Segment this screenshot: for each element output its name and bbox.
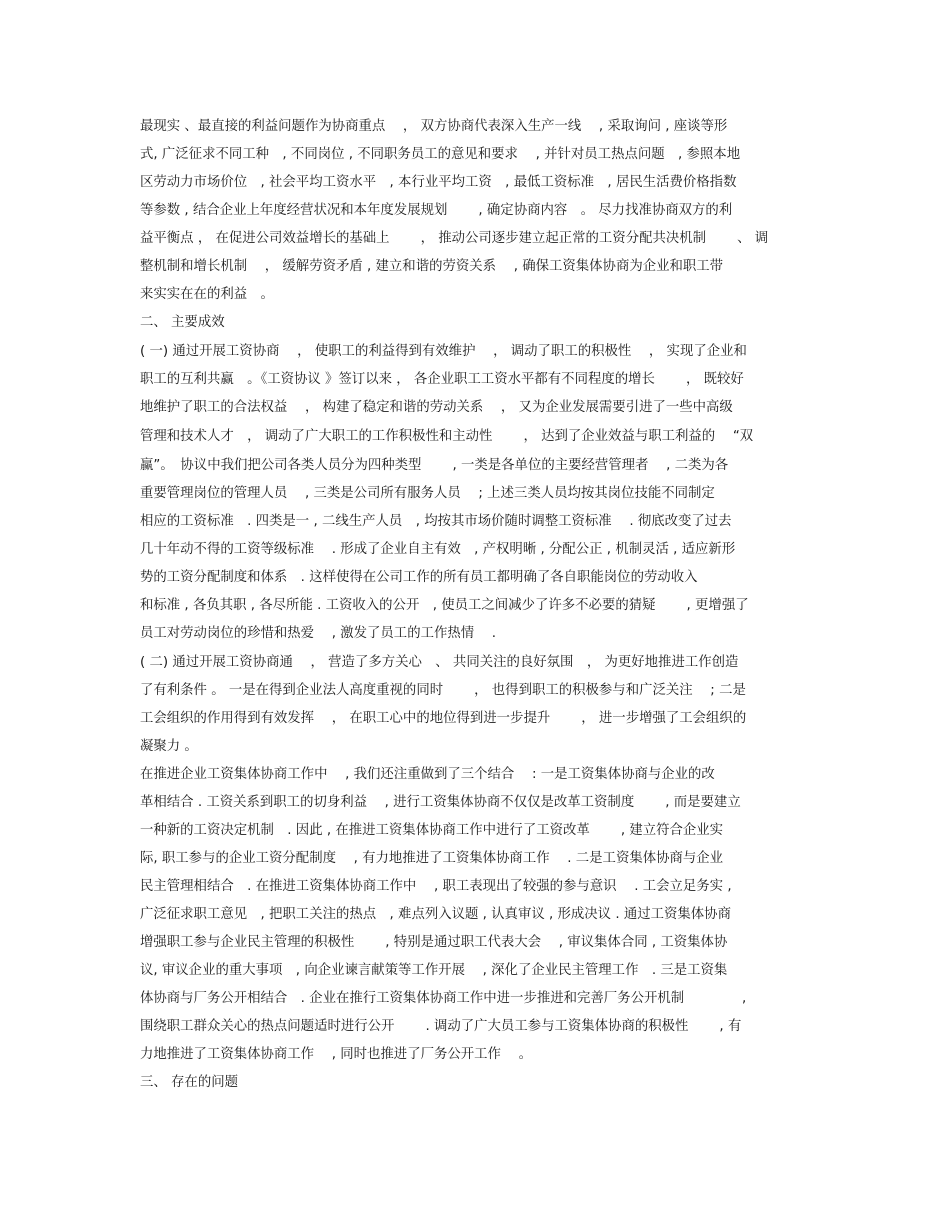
- text-line: 革相结合 . 工资关系到职工的切身利益 , 进行工资集体协商不仅仅是改革工资制度 , 而是要建立: [140, 795, 741, 810]
- text-line: 凝聚力 。: [140, 739, 198, 754]
- text-line: 等参数 , 结合企业上年度经营状况和本年度发展规划 , 确定协商内容 。 尽力找准协商双方的利: [140, 203, 733, 218]
- text-line: 整机制和增长机制 ， 缓解劳资矛盾 , 建立和谐的劳资关系 , 确保工资集体协商为企业和职工带: [140, 259, 724, 274]
- text-line: 几十年动不得的工资等级标准 . 形成了企业自主有效 , 产权明晰 , 分配公正 , 机制灵活 , 适应新形: [140, 542, 736, 557]
- text-line: 际, 职工参与的企业工资分配制度 , 有力地推进了工资集体协商工作 . 二是工资集体协商与企业: [140, 851, 724, 866]
- text-line: 重要管理岗位的管理人员 , 三类是公司所有服务人员 ; 上述三类人员均按其岗位技能不同制定: [140, 486, 715, 501]
- text-line: 职工的互利共赢 。《工资协议 》签订以来 ， 各企业职工工资水平都有不同程度的增长 ， 既较好: [140, 372, 744, 387]
- text-line: 围绕职工群众关心的热点问题适时进行公开 . 调动了广大员工参与工资集体协商的积极性 , 有: [140, 1019, 742, 1034]
- text-line: 管理和技术人才 ， 调动了广大职工的工作积极性和主动性 ， 达到了企业效益与职工利益的 “双: [140, 429, 754, 444]
- text-line: 增强职工参与企业民主管理的积极性 , 特别是通过职工代表大会 , 审议集体合同 , 工资集体协: [140, 935, 728, 950]
- text-line: 和标准 , 各负其职 , 各尽所能 . 工资收入的公开 , 使员工之间减少了许多不必要的猜疑 , 更增强了: [140, 598, 749, 613]
- text-line: 相应的工资标准 . 四类是一 , 二线生产人员 , 均按其市场价随时调整工资标准 . 彻底改变了过去: [140, 514, 732, 529]
- text-line: 民主管理相结合 . 在推进工资集体协商工作中 , 职工表现出了较强的参与意识 . 工会立足务实 ,: [140, 879, 732, 894]
- text-line: 力地推进了工资集体协商工作 , 同时也推进了厂务公开工作 。: [140, 1047, 532, 1062]
- section-heading: 二、 主要成效: [140, 315, 225, 330]
- text-line: 了有利条件 。 一是在得到企业法人高度重视的同时 ， 也得到职工的积极参与和广泛关注 ; 二是: [140, 683, 746, 698]
- text-line: 体协商与厂务公开相结合 . 企业在推行工资集体协商工作中进一步推进和完善厂务公开机制 ,: [140, 991, 747, 1006]
- text-line: 赢”。 协议中我们把公司各类人员分为四种类型 , 一类是各单位的主要经营管理者 , 二类为各: [140, 458, 729, 473]
- text-line: 广泛征求职工意见 , 把职工关注的热点 , 难点列入议题 , 认真审议 , 形成决议 . 通过工资集体协商: [140, 907, 731, 922]
- text-line: 议, 审议企业的重大事项 , 向企业谏言献策等工作开展 , 深化了企业民主管理工作 . 三是工资集: [140, 963, 728, 978]
- text-line: 区劳动力市场价位 , 社会平均工资水平 , 本行业平均工资 , 最低工资标准 , 居民生活费价格指数: [140, 175, 737, 190]
- text-line: 一种新的工资决定机制 . 因此 , 在推进工资集体协商工作中进行了工资改革 , 建立符合企业实: [140, 823, 724, 838]
- text-line: 员工对劳动岗位的珍惜和热爱 , 激发了员工的工作热情 .: [140, 626, 497, 641]
- text-line: ( 二) 通过开展工资协商通 ， 营造了多方关心 、 共同关注的良好氛围 ， 为更好地推进工作创造: [140, 655, 739, 670]
- text-line: 来实实在在的利益 。: [140, 287, 274, 302]
- text-line: 式, 广泛征求不同工种 , 不同岗位 , 不同职务员工的意见和要求 , 并针对员工热点问题 , 参照本地: [140, 147, 741, 162]
- text-line: ( 一) 通过开展工资协商 ， 使职工的利益得到有效维护 ， 调动了职工的积极性 ， 实现了企业和: [140, 344, 747, 359]
- text-line: 最现实 、最直接的利益问题作为协商重点 ， 双方协商代表深入生产一线 , 采取询问 , 座谈等形: [140, 119, 728, 134]
- text-line: 益平衡点 ， 在促进公司效益增长的基础上 ， 推动公司逐步建立起正常的工资分配共决机制 、 调: [140, 231, 769, 246]
- section-heading: 三、 存在的问题: [140, 1075, 238, 1090]
- text-line: 地维护了职工的合法权益 ， 构建了稳定和谐的劳动关系 ， 又为企业发展需要引进了一些中高级: [140, 400, 733, 415]
- text-line: 在推进企业工资集体协商工作中 , 我们还注重做到了三个结合 : 一是工资集体协商与企业的改: [140, 767, 715, 782]
- text-line: 工会组织的作用得到有效发挥 ， 在职工心中的地位得到进一步提升 ， 进一步增强了工会组织的: [140, 711, 747, 726]
- text-line: 势的工资分配制度和体系 . 这样使得在公司工作的所有员工都明确了各自职能岗位的劳动收入: [140, 570, 698, 585]
